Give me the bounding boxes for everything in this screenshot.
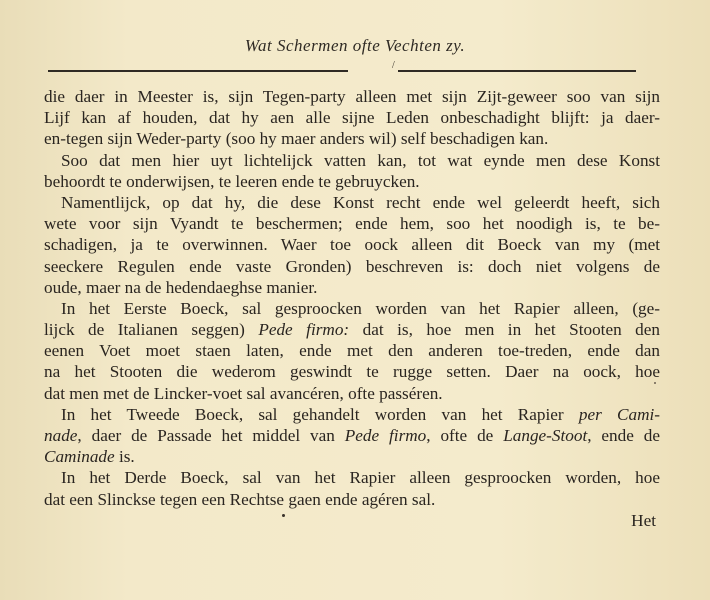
text-line: lijck de Italianen seggen) Pede firmo: dat is, hoe men in het Stooten den <box>44 320 660 340</box>
running-title: Wat Schermen ofte Vechten zy. <box>244 36 466 55</box>
ink-speck <box>282 514 285 517</box>
text-line: seeckere Regulen ende vaste Gronden) beschreven is: doch niet volgens de <box>44 256 660 276</box>
header-rule-right <box>398 70 636 72</box>
catchword: Het <box>631 510 656 530</box>
text-line: die daer in Meester is, sijn Tegen-party alleen met sijn Zijt-geweer soo van sijn <box>44 87 660 106</box>
text-body <box>44 86 660 531</box>
header-rule-left <box>48 70 348 72</box>
text-line: In het Eerste Boeck, sal gesproocken worden van het Rapier alleen, (ge- <box>61 298 660 318</box>
ink-speck <box>654 382 656 384</box>
text-line: schadigen, ja te overwinnen. Waer toe oock alleen dit Boeck van my (met <box>44 235 660 255</box>
text-line: en-tegen sijn Weder-party (soo hy maer anders wil) self beschadigen kan. <box>44 129 549 149</box>
text-line: wete voor sijn Vyandt te beschermen; ende hem, soo het noodigh is, te be- <box>44 214 660 234</box>
text-line: oude, maer na de hedendaeghse manier. <box>44 277 318 297</box>
text-line: eenen Voet moet staen laten, ende met den anderen toe-treden, ende dan <box>44 341 660 361</box>
text-line: dat men met de Lincker-voet sal avancéren, ofte passéren. <box>44 383 443 403</box>
text-line: dat een Slinckse tegen een Rechtse gaen ende agéren sal. <box>44 489 436 509</box>
text-line: nade, daer de Passade het middel van Pede firmo, ofte de Lange-Stoot, ende de <box>44 426 660 445</box>
rule-mark: / <box>392 60 395 71</box>
text-line: behoordt te onderwijsen, te leeren ende te gebruycken. <box>44 171 420 191</box>
text-line: Namentlijck, op dat hy, die dese Konst recht ende wel geleerdt heeft, sich <box>61 192 660 212</box>
text-line: Caminade is. <box>44 447 135 467</box>
text-line: na het Stooten die wederom geswindt te rugge setten. Daer na oock, hoe <box>44 362 660 382</box>
text-line: In het Tweede Boeck, sal gehandelt worden van het Rapier per Cami- <box>61 404 660 424</box>
text-line: Lijf kan af houden, dat hy aen alle sijne Leden onbeschadight blijft: ja daer- <box>44 108 660 128</box>
text-line: In het Derde Boeck, sal van het Rapier alleen gesproocken worden, hoe <box>61 468 660 488</box>
text-line: Soo dat men hier uyt lichtelijck vatten kan, tot wat eynde men dese Konst <box>61 150 660 170</box>
